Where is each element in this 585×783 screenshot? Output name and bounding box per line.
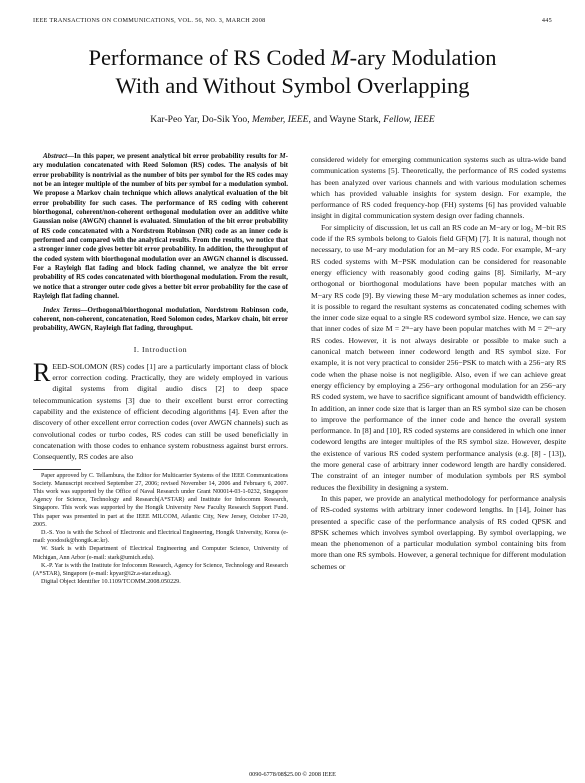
index-terms-text: —Orthogonal/biorthogonal modulation, Nordstrom Robinson code, coherent, non-coherent, concatenation, Reed Solomon codes, Markov chain, bit error probability, AWGN, Rayleigh flat fading, throughput.	[33, 305, 289, 333]
right-column	[311, 154, 566, 572]
title-math-m: M	[330, 45, 350, 70]
footnote-doi: Digital Object Identifier 10.1109/TCOMM.2008.050229.	[41, 579, 181, 586]
title-text-post: -ary Modulation	[349, 45, 497, 70]
abstract-text-1: —In this paper, we present analytical bit error probability results for	[67, 152, 280, 160]
section-heading-introduction: I. Introduction	[133, 344, 188, 354]
right-paragraph-1: considered widely for emerging communication systems such as ultra-wide band communication systems [5]. Theoretically, the performance of RS coded systems has been analyzed over various channels and with various modulation schemes which has provided valuable insights for system design. For example, the performance of RS coded frequency-hop (FH) systems [6] has provided valuable insight in digital communication system design over fading channels.	[311, 155, 566, 221]
abstract-label: Abstract	[43, 152, 68, 160]
footnote-funding: Paper approved by C. Tellambura, the Editor for Multicarrier Systems of the IEEE Communications Society. Manuscript received September 27, 2006; revised November 14, 2006 and February 6, 2007. This work was supported by the Office of Naval Research under Grant N00014-03-1-0232, Singapore Agency for Science, Technology and Research(A*STAR) and Institute for Infocomm Research, Singapore. This work was supported by the Hongik University New Faculty Research Support Fund. This paper was presented in part at the IEEE MILCOM, Atlantic City, New Jersey, October 17-20, 2005.	[33, 472, 288, 528]
abstract-text-2: -ary modulation concatenated with Reed Solomon (RS) codes. The analysis of bit error probability is nontrivial as the number of bits per symbol for the RS codes may not be an integer multiple of the number of bits per symbol for a modulation symbol. We propose a Markov chain technique which allows analytical evaluation of the bit error probability for such cases. The performance of RS coding with coherent biorthogonal, coherent/non-coherent orthogonal modulation over an additive white Gaussian noise (AWGN) channel is evaluated. Simulation of the bit error probability of RS code concatenated with a Nordstrom Robinson (NR) code as an inner code is performed and compared with the analytical results. From the results, we notice that a stronger inner code gives better bit error probability. In addition, the throughput of the coded system with biorthogonal modulation over an AWGN channel is discussed. For a Rayleigh flat fading and block fading channel, we analyze the bit error probability of RS codes concatenated with biorthogonal modulation. From the result, we notice that a stronger outer code gives a better bit error probability for the case of Rayleigh flat fading channel.	[33, 152, 288, 301]
left-column	[33, 152, 288, 586]
right-paragraph-2: For simplicity of discussion, let us call an RS code an M−ary or log₂ M−bit RS code if the RS symbols belong to Galois field GF(M) [7]. It is natural, though not necessary, to use M−ary modulation for an M−ary RS code. For example, M−ary RS coded systems with M−PSK modulation can be considered for reasonable energy efficiency with reasonably good coding gains [8]. Similarly, M−ary orthogonal or biorthogonal modulations have been popular matches with an M−ary RS code [9]. By viewing these M−ary modulation schemes as inner codes, it is possible to regard the resultant systems as concatenated coding schemes with the inner code size equal to a single RS codeword symbol size. Hence, we can say that inner codes of size M = 2ᵐ−ary have been popular matches with M = 2ᵐ−ary RS codes. However, it is not always desirable or possible to make such a canonical match between inner codeword length and RS symbol size. For example, it is not very practical to consider 256−PSK to match with a 256−ary RS code when the phase noise is not negligible. Also, even if we can achieve great energy efficiency by employing a 256−ary orthogonal modulation for an 256−ary RS coded system, we have to sacrifice significant amount of bandwidth efficiency. In addition, an inner code size that is larger than an RS symbol size can be chosen to improve the performance of the inner code and hence the overall system performance. In [8] and [10], RS coded systems are considered in which one inner codeword lengths are integer multiples of the RS symbol size. However, despite the existence of various RS coded system performance analysis (e.g. [8] - [13]), the more general case of arbitrary inner codeword length are hardly considered. The constraint of an integer number of modulation symbols per RS symbol reduces the flexibility in designing a system.	[311, 222, 566, 492]
right-paragraph-3: In this paper, we provide an analytical methodology for performance analysis of RS-coded systems with arbitrary inner codeword lengths. In [14], Joiner has presented a specific case of the performance analysis of RS coded QPSK and 8PSK schemes which involves symbol overlapping. By symbol overlapping, we mean the phenomenon of a particular modulation symbol containing bits from more than one RS symbols. However, a general technique for different modulation schemes or	[311, 493, 566, 571]
intro-paragraph	[33, 357, 288, 463]
journal-header: IEEE TRANSACTIONS ON COMMUNICATIONS, VOL. 56, NO. 3, MARCH 2008	[33, 17, 266, 24]
drop-cap: R	[33, 357, 51, 387]
copyright-footer: 0090-6778/08$25.00 © 2008 IEEE	[249, 771, 336, 778]
intro-text: EED-SOLOMON (RS) codes [1] are a particularly important class of block error correction coding. Practically, they are widely employed in various digital systems from digital audio discs [2] to deep space telecommunication systems [3] due to their excellent burst error correcting capability and the existence of efficient decoding algorithms [4]. Even after the discovery of other excellent error correction codes (over AWGN channels) such as convolutional codes or turbo codes, RS codes can still be used beneficially in concatenation with those codes to enhance system robustness against burst errors. Consequently, RS codes are also	[33, 361, 288, 462]
running-header	[33, 17, 552, 24]
author-names-2: , and Wayne Stark,	[308, 114, 384, 125]
author-grade-2: Fellow, IEEE	[383, 114, 435, 125]
title-text-pre: Performance of RS Coded	[88, 45, 331, 70]
abstract	[33, 152, 288, 302]
title-line-2: With and Without Symbol Overlapping	[115, 73, 470, 98]
author-names-1: Kar-Peo Yar, Do-Sik Yoo,	[150, 114, 253, 125]
paper-title	[0, 44, 585, 100]
index-terms	[33, 306, 288, 334]
title-line-1	[0, 44, 585, 72]
footnote-author-yoo: D.-S. Yoo is with the School of Electronic and Electrical Engineering, Hongik University, Korea (e-mail: yoodosik@hongik.ac.kr).	[33, 529, 288, 545]
abstract-math-m: M	[279, 152, 286, 160]
footnote-author-yar: K.-P. Yar is with the Institute for Infocomm Research, Agency for Science, Technology and Research (A*STAR), Singapore (e-mail: kpyar@i2r.a-star.edu.sg).	[33, 562, 288, 577]
page-number: 445	[541, 17, 552, 24]
index-terms-label: Index Terms	[43, 305, 81, 314]
footnote-author-stark: W. Stark is with Department of Electrical Engineering and Computer Science, University of Michigan, Ann Arbor (e-mail: stark@umich.edu).	[33, 546, 288, 561]
author-line	[0, 114, 585, 125]
author-grade-1: Member, IEEE	[252, 114, 309, 125]
footnote-rule	[33, 469, 81, 470]
